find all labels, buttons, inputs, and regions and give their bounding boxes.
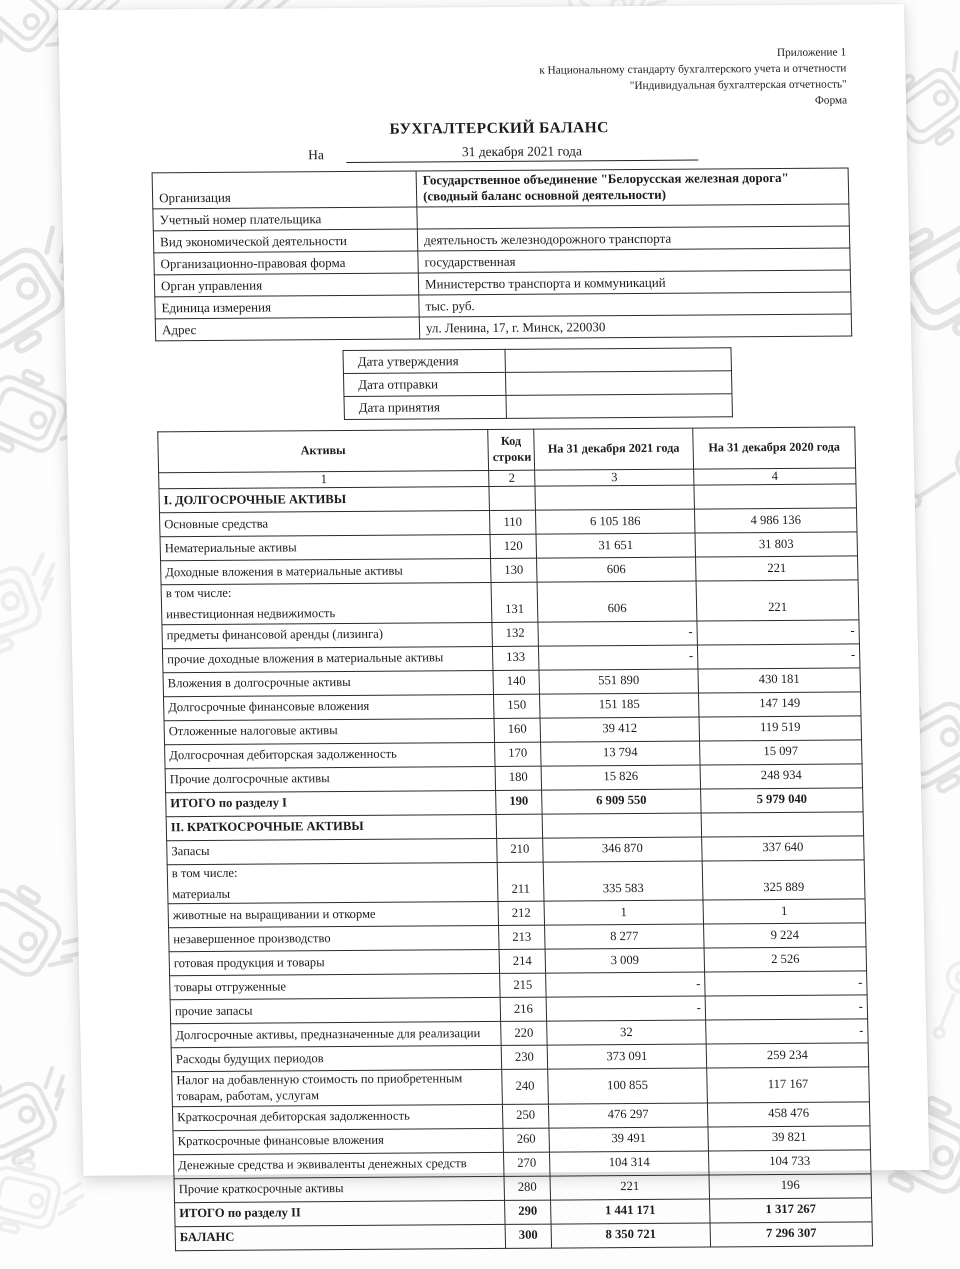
row-label: ИТОГО по разделу I — [166, 790, 497, 816]
org-row-value: Государственное объединение "Белорусская железная дорога" (сводный баланс основной деятельности) — [416, 168, 849, 207]
value-cell: 551 890 — [539, 669, 699, 694]
value-cell: 15 826 — [541, 765, 701, 790]
date-row-item — [344, 393, 732, 419]
date-row-value — [505, 347, 731, 372]
value-cell: 5 979 040 — [701, 788, 864, 813]
empty-cell — [535, 485, 695, 510]
value-cell: 1 — [544, 900, 704, 925]
row-code: 270 — [503, 1152, 550, 1176]
value-cell: 6 909 550 — [542, 789, 702, 814]
row-code: 220 — [501, 1021, 548, 1045]
column-number: 1 — [159, 470, 489, 489]
row-label: Вложения в долгосрочные активы — [163, 670, 494, 696]
org-row-value: ул. Ленина, 17, г. Минск, 220030 — [419, 314, 851, 339]
row-code: 130 — [491, 559, 538, 583]
report-date-row — [308, 138, 848, 164]
column-number: 2 — [489, 470, 535, 487]
row-label — [167, 862, 498, 904]
row-code: 140 — [493, 670, 540, 694]
value-cell: 346 870 — [543, 837, 703, 862]
date-row-label: Дата принятия — [344, 395, 506, 419]
row-label-prefix: в том числе: — [165, 586, 232, 601]
page-title: БУХГАЛТЕРСКИЙ БАЛАНС — [389, 119, 609, 138]
value-cell: 4 986 136 — [694, 508, 857, 533]
column-header: На 31 декабря 2021 года — [534, 428, 694, 470]
value-cell: 104 733 — [708, 1150, 871, 1175]
row-code: 215 — [500, 973, 547, 997]
row-label: Прочие долгосрочные активы — [165, 766, 496, 792]
value-cell: 221 — [696, 556, 859, 581]
value-cell: 104 314 — [549, 1151, 709, 1176]
balance-header-row — [158, 427, 856, 473]
value-cell: 6 105 186 — [535, 509, 695, 534]
date-row-value — [506, 393, 732, 418]
value-cell: 119 519 — [699, 716, 862, 741]
row-label: Краткосрочная дебиторская задолженность — [172, 1104, 503, 1130]
value-cell: - — [546, 996, 706, 1021]
column-header: Активы — [158, 429, 489, 472]
row-label: Основные средства — [159, 511, 490, 537]
value-cell: - — [706, 1019, 869, 1044]
row-label: предметы финансовой аренды (лизинга) — [162, 622, 493, 648]
value-cell: 221 — [696, 580, 859, 621]
row-label: животные на выращивании и откорме — [168, 902, 499, 928]
org-row-value: деятельность железнодорожного транспорта — [417, 226, 849, 251]
value-cell: 39 821 — [708, 1126, 871, 1151]
column-number: 3 — [535, 469, 694, 487]
row-label: прочие запасы — [170, 998, 501, 1024]
value-cell: 325 889 — [702, 860, 865, 901]
value-cell: - — [705, 971, 868, 996]
table-row — [175, 1222, 873, 1251]
paper-sheet — [58, 4, 929, 1245]
row-code: 250 — [502, 1104, 549, 1128]
value-cell: 221 — [550, 1175, 710, 1200]
column-header: Код строки — [488, 429, 535, 470]
empty-cell — [489, 487, 536, 511]
row-code: 110 — [489, 511, 536, 535]
value-cell: 337 640 — [702, 836, 865, 861]
form-note-line: Форма — [814, 94, 848, 107]
value-cell: 606 — [537, 557, 697, 582]
balance-sheet-table — [157, 426, 873, 1251]
row-label: незавершенное производство — [169, 926, 500, 952]
org-row-value: тыс. руб. — [419, 292, 851, 317]
row-label: Отложенные налоговые активы — [164, 718, 495, 744]
row-label: Долгосрочные активы, предназначенные для реализации — [171, 1022, 502, 1048]
column-number: 4 — [694, 468, 856, 486]
row-label: Долгосрочная дебиторская задолженность — [165, 742, 496, 768]
row-label: Краткосрочные финансовые вложения — [173, 1128, 504, 1154]
org-info-table — [152, 168, 853, 341]
org-row-value — [417, 204, 849, 229]
empty-cell — [701, 812, 864, 837]
value-cell: 248 934 — [700, 764, 863, 789]
value-cell: 31 803 — [695, 532, 858, 557]
value-cell: 1 — [703, 899, 866, 924]
value-cell: 373 091 — [547, 1044, 707, 1069]
value-cell: 430 181 — [698, 668, 861, 693]
empty-cell — [496, 814, 543, 838]
form-note-line: Приложение 1 — [776, 46, 847, 59]
row-label: Доходные вложения в материальные активы — [161, 559, 492, 585]
row-label: Долгосрочные финансовые вложения — [163, 694, 494, 720]
value-cell: 606 — [537, 581, 697, 622]
table-row — [161, 580, 859, 624]
row-label: Прочие краткосрочные активы — [174, 1176, 505, 1202]
row-code: 170 — [495, 742, 542, 766]
row-code: 190 — [496, 790, 543, 814]
value-cell: - — [546, 972, 706, 997]
report-date-value: 31 декабря 2021 года — [346, 143, 698, 163]
value-cell: 100 855 — [548, 1068, 708, 1104]
value-cell: 476 297 — [548, 1103, 708, 1128]
org-row-label: Организация — [152, 171, 417, 208]
org-row-label: Учетный номер плательщика — [153, 207, 417, 231]
value-cell: 147 149 — [698, 692, 861, 717]
value-cell: - — [538, 645, 698, 670]
row-code: 211 — [497, 862, 544, 902]
row-label: Нематериальные активы — [160, 535, 491, 561]
org-row-label: Организационно-правовая форма — [154, 251, 418, 275]
value-cell: 39 491 — [549, 1127, 709, 1152]
value-cell: 458 476 — [707, 1102, 870, 1127]
value-cell: 335 583 — [543, 861, 703, 902]
value-cell: 39 412 — [540, 717, 700, 742]
date-row-value — [505, 370, 731, 395]
row-code: 280 — [504, 1176, 551, 1200]
date-row-label: Дата отправки — [343, 372, 505, 396]
row-code: 230 — [501, 1045, 548, 1069]
value-cell: 151 185 — [539, 693, 699, 718]
row-code: 214 — [499, 949, 546, 973]
value-cell: 117 167 — [707, 1067, 870, 1103]
table-row — [172, 1067, 870, 1106]
section-label: II. КРАТКОСРОЧНЫЕ АКТИВЫ — [166, 814, 497, 840]
row-code: 132 — [492, 622, 539, 646]
row-code: 150 — [493, 694, 540, 718]
row-code: 180 — [495, 766, 542, 790]
dates-table — [342, 347, 733, 420]
table-row — [167, 860, 865, 904]
org-info-row — [155, 314, 851, 341]
value-cell: - — [697, 620, 860, 645]
value-cell: 259 234 — [706, 1043, 869, 1068]
row-code: 210 — [497, 838, 544, 862]
value-cell: - — [697, 644, 860, 669]
section-label: I. ДОЛГОСРОЧНЫЕ АКТИВЫ — [159, 487, 490, 513]
row-label-text: инвестиционная недвижимость — [166, 606, 336, 622]
row-label: Денежные средства и эквиваленты денежных средств — [173, 1152, 504, 1178]
empty-cell — [542, 813, 702, 838]
row-code: 160 — [494, 718, 541, 742]
row-label: ИТОГО по разделу II — [175, 1200, 506, 1226]
row-label: товары отгруженные — [170, 974, 501, 1000]
column-header: На 31 декабря 2020 года — [693, 427, 856, 469]
empty-cell — [694, 484, 857, 509]
document-content — [149, 45, 872, 1251]
value-cell: - — [705, 995, 868, 1020]
date-prefix-label: На — [308, 147, 325, 163]
org-row-label: Единица измерения — [155, 295, 419, 319]
row-code: 131 — [491, 583, 538, 623]
row-label: прочие доходные вложения в материальные активы — [162, 646, 493, 672]
org-row-value: государственная — [418, 248, 850, 273]
row-code: 133 — [492, 646, 539, 670]
org-row-label: Адрес — [155, 317, 419, 341]
org-info-row — [152, 168, 849, 208]
value-cell: 1 441 171 — [551, 1199, 711, 1224]
row-code: 216 — [500, 997, 547, 1021]
row-label-prefix: в том числе: — [171, 865, 238, 881]
row-label: готовая продукция и товары — [169, 950, 500, 976]
row-label: Запасы — [167, 838, 498, 864]
form-note — [149, 45, 847, 114]
value-cell: 8 277 — [545, 924, 705, 949]
value-cell: - — [538, 621, 698, 646]
row-label: БАЛАНС — [175, 1224, 506, 1250]
value-cell: 8 350 721 — [551, 1223, 711, 1248]
row-code: 213 — [499, 925, 546, 949]
date-row-item — [343, 370, 731, 396]
row-code: 260 — [503, 1128, 550, 1152]
value-cell: 196 — [709, 1174, 872, 1199]
row-code: 240 — [502, 1069, 549, 1104]
row-code: 300 — [505, 1224, 552, 1248]
date-row-item — [343, 347, 731, 373]
form-note-line: к Национальному стандарту бухгалтерского учета и отчетности — [539, 62, 847, 77]
value-cell: 32 — [547, 1020, 707, 1045]
row-label: Расходы будущих периодов — [171, 1046, 502, 1072]
value-cell: 13 794 — [541, 741, 701, 766]
row-label-text: материалы — [172, 886, 231, 901]
org-row-label: Орган управления — [154, 273, 418, 297]
value-cell: 7 296 307 — [710, 1222, 873, 1247]
row-label: Налог на добавленную стоимость по приобретенным товарам, работам, услугам — [172, 1070, 503, 1107]
value-cell: 1 317 267 — [710, 1198, 873, 1223]
value-cell: 9 224 — [704, 923, 867, 948]
row-label — [161, 583, 492, 625]
org-row-value: Министерство транспорта и коммуникаций — [418, 270, 850, 295]
date-row-label: Дата утверждения — [343, 349, 505, 373]
value-cell: 15 097 — [700, 740, 863, 765]
row-code: 212 — [498, 901, 545, 925]
value-cell: 3 009 — [545, 948, 705, 973]
org-row-label: Вид экономической деятельности — [153, 229, 417, 253]
row-code: 120 — [490, 535, 537, 559]
value-cell: 31 651 — [536, 533, 696, 558]
value-cell: 2 526 — [704, 947, 867, 972]
form-note-line: "Индивидуальная бухгалтерская отчетность" — [629, 78, 847, 93]
row-code: 290 — [505, 1200, 552, 1224]
